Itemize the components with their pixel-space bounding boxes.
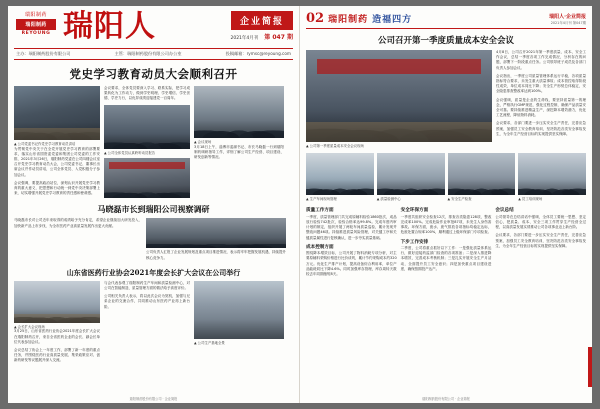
info-contact: 投稿邮箱：rymsc@reyoung.com <box>225 51 291 56</box>
main-photo-meeting <box>306 50 492 142</box>
newspaper-title: 瑞阳人 <box>63 9 156 44</box>
second-paragraph-2: 马晓磊市长对公司近年来取得的成绩给予充分肯定，希望企业继续加大研发投入，加快新产品上市步伐，为全市医药产业高质量发展作出更大贡献。 <box>14 218 142 228</box>
left-right-column <box>194 86 284 199</box>
gallery-caption-2: ▲ 质量检测中心 <box>376 196 401 201</box>
left-article-body <box>14 86 293 199</box>
right-top-body <box>306 50 586 149</box>
section-text-2: 围绕降本增效目标，公司开展了物料消耗专项分析，对主要原辅料采购价格进行比价谈判，累计节约采购成本约320万元。优化生产排产计划，提高设备综合利用率，单位产品能耗同比下降4.6%。同时加强库存管理，库存周转天数较去年同期缩短8天。 <box>306 251 397 277</box>
second-paragraph-1: 3月18日上午，淄博市委副书记、市长马晓磊一行到瑞阳制药调研指导工作，详细了解公司生产经营、项目建设、研发创新等情况。 <box>194 144 284 159</box>
left-paragraph-1: 为贯彻党中央关于在全党开展党史学习教育的部署要求，落实山东省国资委党委和集团公司党委的工作安排，2021年3月26日，瑞阳制药党委在公司四楼会议室召开党史学习教育动员大会，公司党委书记、董事长出席会议并作动员讲话，公司全体党员、入党积极分子参加会议。 <box>14 146 100 177</box>
right-paragraph-4: 会议要求，各部门要进一步压实安全生产责任，完善应急预案，加强员工安全教育培训，坚决防范各类安全事故发生，为全年生产经营目标的实现提供坚实保障。 <box>496 121 586 136</box>
logo-bar-text: 瑞阳制药 <box>25 22 47 28</box>
header-meta <box>549 13 586 25</box>
info-publisher: 主管：瑞阳制药股份有限公司办公室 <box>114 51 182 56</box>
gallery-caption-1: ▲ 生产车间现场管理 <box>306 196 337 201</box>
right-paragraph-1: 4月8日，公司召开2021年第一季度质量、成本、安全工作会议，总结一季度各项工作完成情况，分析存在的问题，部署下一阶段重点任务。公司领导班子成员及各部门负责人参加会议。 <box>496 50 586 70</box>
second-paragraph-3: 公司负责人汇报了企业发展规划及重点项目推进情况，表示将牢牢把握发展机遇，持续提升核心竞争力。 <box>146 250 286 260</box>
masthead <box>14 11 293 45</box>
right-footer-note: 瑞阳制药股份有限公司 · 企业简报 <box>422 397 470 401</box>
header-meta-sub: 2021年4月刊 第047期 <box>550 20 586 25</box>
gallery-item-2 <box>377 153 445 202</box>
header-left-title: 瑞阳制药 <box>328 15 369 25</box>
page-corner-marker <box>588 347 592 387</box>
section-text-1: 一季度，质量管理部门共完成原辅料检验1860批次，成品放行检验742批次，检验合格率达99.8%。完成年度内审计划的制定，组织开展了两轮车间质量巡检，累计发现并整改问题46项。持续推进质量风险管理，对关键工序和关键质量属性进行复核确认，进一步夯实质量基础。 <box>306 214 397 240</box>
third-caption-3: ▲ 公司生产基地全景 <box>194 340 225 345</box>
left-headline-main: 党史学习教育动员大会顺利召开 <box>69 67 238 81</box>
banner-meta <box>230 32 293 41</box>
gallery-photo-qc <box>377 153 445 195</box>
header-right-title: 造福四方 <box>372 15 413 25</box>
section-text-3: 一季度共组织安全检查12次，排查各类隐患128项，整改完成率100%。完成危险作业审批87项，未发生人身伤害事故。环保方面，废水、废气排放各项指标均稳定达标，危废处置合规率100%，顺利通过上级环保部门专项检查。 <box>400 214 492 235</box>
header-meta-title: 瑞阳人·企业简报 <box>549 13 586 20</box>
right-bottom-columns <box>306 204 586 280</box>
logo-english-text: REYOUNG <box>21 31 51 36</box>
third-paragraph-4: 公司相关负责人表示，将以此次会议为契机，加强与兄弟企业的交流合作，共同推动山东医药产业再上新台阶。 <box>104 294 190 309</box>
gallery-item-1 <box>306 153 374 202</box>
page-number: 02 <box>306 11 325 26</box>
photo-gallery <box>306 153 586 202</box>
main-photo-caption: ▲ 公司第一季度质量成本安全会议现场 <box>306 144 364 148</box>
right-paragraph-2: 会议指出，一季度公司质量管理体系运行平稳，各项质量指标符合要求，未发生重大质量事故；成本管控取得阶段性成效，单位成本同比下降；安全生产形势总体稳定，安全隐患排查整改率达到100%。 <box>496 73 586 94</box>
third-caption-1: ▲ 会长扩大会议现场 <box>14 324 45 329</box>
section-title-2: 成本控制方面 <box>306 244 334 250</box>
right-photo-col <box>306 50 492 149</box>
article-photo-conference <box>14 281 100 323</box>
second-photo-col <box>146 218 286 263</box>
section-text-5: 公司领导在总结讲话中强调，全体员工要统一思想、坚定信心，把质量、成本、安全三项工作贯穿生产经营全过程，以高质量发展实绩推动公司各项事业迈上新台阶。 <box>495 214 587 230</box>
gallery-item-3 <box>448 153 516 202</box>
third-col-2 <box>104 281 190 367</box>
photo-caption-2: ▲ 公司全体党员认真聆听动员报告 <box>104 150 156 155</box>
info-sponsor: 主办：瑞阳制药股份有限公司 <box>16 51 71 56</box>
article-photo-visit <box>194 86 284 138</box>
right-paragraph-3: 会议强调，质量是企业的生命线，要坚持质量第一的理念，严格执行GMP规范，强化过程控制，确保产品质量安全可靠。要持续推进精益生产，深挖降本增效潜力，优化工艺流程，降低物料消耗。 <box>496 97 586 118</box>
right-page-header <box>306 11 586 29</box>
article-photo-hall <box>104 158 190 198</box>
article-photo-speaker <box>14 86 100 140</box>
newspaper-sheet <box>8 6 592 403</box>
right-headline-main: 公司召开第一季度质量成本安全会议 <box>377 36 514 46</box>
section-text-4: 二季度，公司将重点抓好以下工作：一是强化质量体系运行，做好迎接药监部门检查的各项准备；二是深入推进降本增效，完善成本考核机制；三是扎实开展安全生产月活动，全面提升员工安全意识；四是加快重点项目建设进度，确保按期投产达产。 <box>400 246 492 271</box>
second-article-body <box>14 218 293 263</box>
photo-caption-3: ▲ 会议现场 <box>194 140 212 144</box>
left-headline-third: 山东省医药行业协会2021年度会长扩大会议在公司举行 <box>66 267 241 277</box>
section-title-4: 下步工作安排 <box>400 239 429 245</box>
third-paragraph-3: 与会代表参观了瑞阳制药生产车间和质量检测中心，对公司在智能制造、质量管理方面的做法给予高度评价。 <box>104 280 190 291</box>
left-paragraph-2: 会议强调，要提高政治站位，深刻认识开展党史学习教育的重大意义，把思想和行动统一到党中央决策部署上来，切实增强开展党史学习教育的责任感和使命感。 <box>14 180 100 196</box>
bottom-col-3 <box>495 204 586 280</box>
info-bar <box>14 48 293 60</box>
gallery-caption-3: ▲ 安全生产检查 <box>447 196 472 201</box>
logo-chinese-text: 瑞阳制药 <box>24 12 47 18</box>
section-title-3: 安全环保方面 <box>400 208 429 214</box>
page-right <box>300 6 592 403</box>
article-photo-building <box>194 281 284 339</box>
gallery-caption-4: ▲ 员工培训现场 <box>518 196 543 201</box>
section-text-5b: 会议要求，各部门要进一步压实安全生产责任，完善应急预案，加强员工安全教育培训，坚决防范各类安全事故发生，为全年生产经营目标的实现提供坚实保障。 <box>495 233 587 248</box>
bottom-col-1 <box>306 204 397 280</box>
third-paragraph-1: 3月25日，山东省医药行业协会2021年度会长扩大会议在瑞阳制药召开，来自全省医药企业的会长、副会长单位代表参加会议。 <box>14 329 100 344</box>
section-title-5: 会议总结 <box>495 208 514 214</box>
left-text-column <box>14 86 100 199</box>
masthead-right <box>230 11 293 41</box>
bottom-col-2 <box>401 204 492 280</box>
gallery-photo-workshop <box>306 153 374 195</box>
photo-caption-1: ▲ 公司党委书记作党史学习教育动员讲话 <box>14 142 76 146</box>
third-col-3 <box>194 281 284 367</box>
article-photo-audience <box>104 105 190 149</box>
gallery-photo-training <box>518 153 586 195</box>
left-footer-note: 瑞阳制药股份有限公司 · 企业简报 <box>129 397 178 401</box>
left-middle-column <box>104 86 190 199</box>
left-paragraph-3: 会议要求，全体党员要深入学习、联系实际，把学习成果转化为工作动力，做到学史明理、学史增信、学史崇德、学史力行，以优异成绩迎接建党一百周年。 <box>104 86 190 101</box>
issue-number: 第 047 期 <box>264 34 293 41</box>
second-text-col <box>14 218 142 263</box>
page-left <box>8 6 300 403</box>
gallery-item-4 <box>518 153 586 202</box>
logo-red-bar <box>16 19 56 30</box>
third-paragraph-2: 会议总结了协会上一年度工作，部署了新一年度的重点任务，并围绕医药行业高质量发展、集采政策应对、创新药研发等议题展开深入交流。 <box>14 348 100 363</box>
article-photo-delegation <box>146 218 286 248</box>
company-logo <box>14 11 58 36</box>
right-text-col <box>496 50 586 149</box>
gallery-photo-safety <box>448 153 516 195</box>
third-col-1 <box>14 281 100 367</box>
third-article-body <box>14 281 293 367</box>
banner-label: 企业简报 <box>231 11 293 30</box>
left-headline-second: 马晓磊市长到瑞阳公司视察调研 <box>97 204 210 215</box>
section-title-1: 质量工作方面 <box>306 208 334 214</box>
issue-date: 2021年4月刊 <box>230 36 259 41</box>
